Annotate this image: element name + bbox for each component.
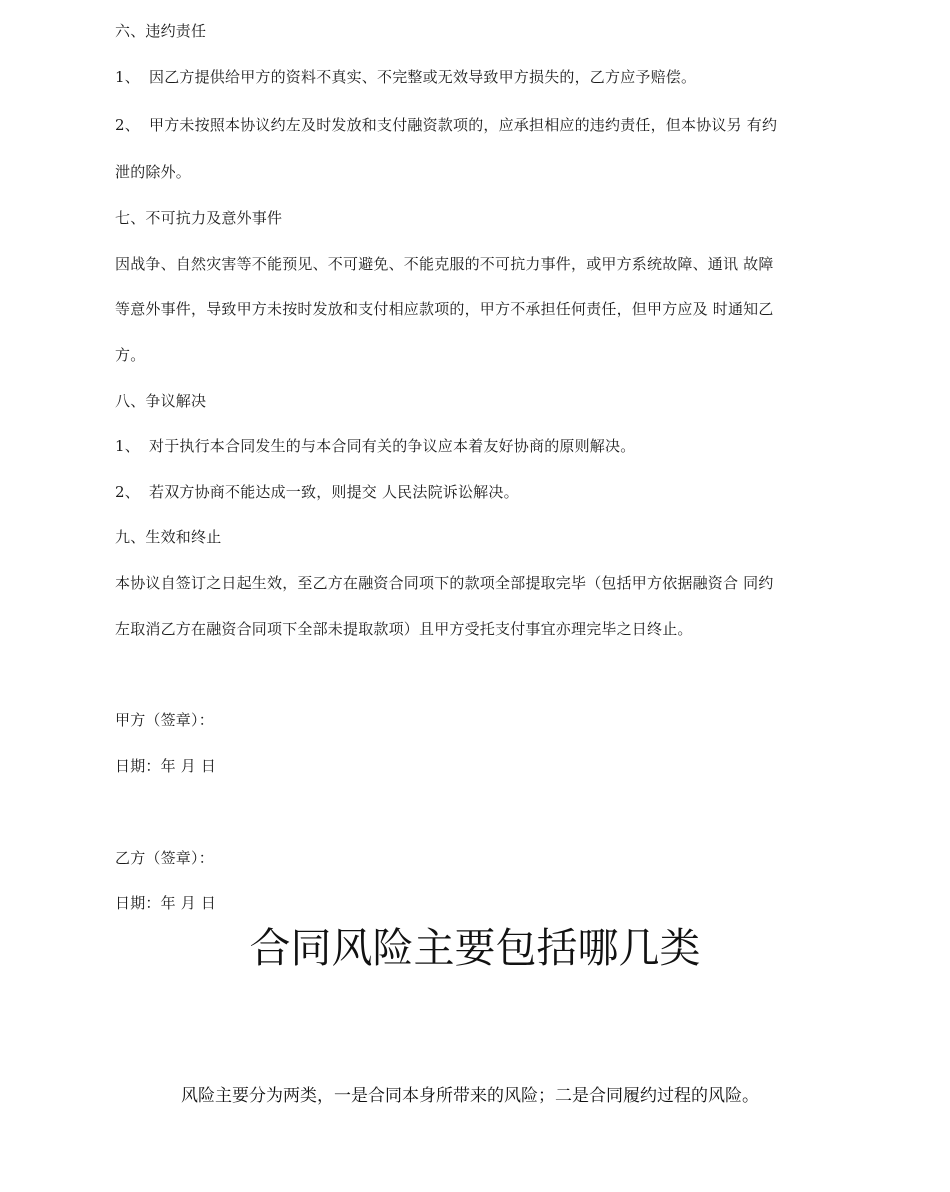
section-7-paragraph-line-1: 因战争、自然灾害等不能预见、不可避免、不能克服的不可抗力事件，或甲方系统故障、通讯 故障 bbox=[115, 255, 774, 273]
section-9-title: 九、生效和终止 bbox=[115, 528, 222, 546]
article-title: 合同风险主要包括哪几类 bbox=[249, 924, 701, 972]
party-a-date: 日期：年 月 日 bbox=[115, 757, 217, 775]
section-9-paragraph-line-1: 本协议自签订之日起生效，至乙方在融资合同项下的款项全部提取完毕（包括甲方依据融资合 同约 bbox=[115, 574, 774, 592]
section-7-paragraph-line-3: 方。 bbox=[115, 346, 146, 364]
section-6-title: 六、违约责任 bbox=[115, 22, 207, 40]
section-7-paragraph-line-2: 等意外事件，导致甲方未按时发放和支付相应款项的，甲方不承担任何责任，但甲方应及 时通知乙 bbox=[115, 300, 774, 318]
section-8-item-1 bbox=[115, 436, 635, 456]
section-7-title: 七、不可抗力及意外事件 bbox=[115, 209, 283, 227]
section-6-item-2 bbox=[115, 115, 777, 135]
section-8-item-2 bbox=[115, 482, 519, 502]
party-a-signature: 甲方（签章）： bbox=[115, 711, 214, 729]
section-9-paragraph-line-2: 左取消乙方在融资合同项下全部未提取款项）且甲方受托支付事宜亦理完毕之日终止。 bbox=[115, 620, 693, 638]
item-text: 对于执行本合同发生的与本合同有关的争议应本着友好协商的原则解决。 bbox=[149, 437, 636, 455]
item-text: 甲方未按照本协议约左及时发放和支付融资款项的，应承担相应的违约责任，但本协议另 有约 bbox=[149, 116, 778, 134]
article-summary: 风险主要分为两类，一是合同本身所带来的风险；二是合同履约过程的风险。 bbox=[181, 1086, 759, 1106]
section-8-title: 八、争议解决 bbox=[115, 392, 207, 410]
item-number: 1、 bbox=[115, 68, 140, 86]
party-b-signature: 乙方（签章）： bbox=[115, 849, 214, 867]
item-text: 若双方协商不能达成一致，则提交 人民法院诉讼解决。 bbox=[149, 483, 519, 501]
party-b-date: 日期：年 月 日 bbox=[115, 894, 217, 912]
section-6-item-1 bbox=[115, 67, 696, 87]
item-number: 1、 bbox=[115, 437, 140, 455]
section-6-item-2-continued: 泄的除外。 bbox=[115, 163, 192, 181]
item-number: 2、 bbox=[115, 116, 140, 134]
item-text: 因乙方提供给甲方的资料不真实、不完整或无效导致甲方损失的，乙方应予赔偿。 bbox=[149, 68, 697, 86]
item-number: 2、 bbox=[115, 483, 140, 501]
